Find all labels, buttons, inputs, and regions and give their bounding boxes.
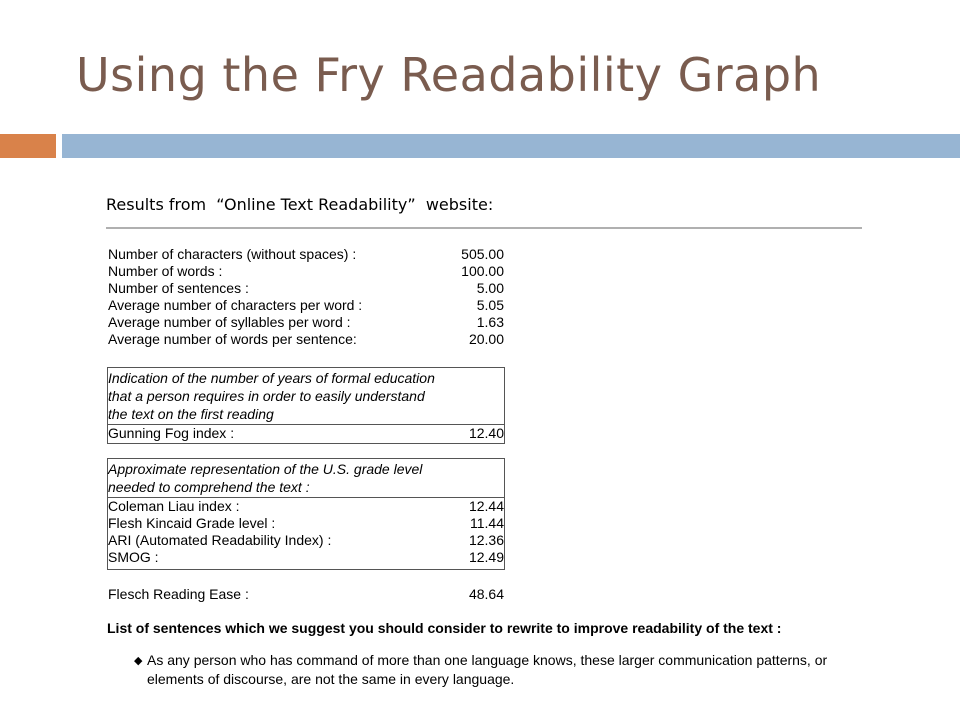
accent-bar-blue	[62, 134, 960, 158]
index-value: 12.49	[468, 549, 504, 565]
stat-value: 505.00	[461, 246, 504, 262]
index-value: 12.44	[468, 498, 504, 514]
index-row-coleman-liau	[108, 498, 504, 515]
results-caption: Results from “Online Text Readability” website:	[106, 195, 494, 214]
stat-value: 1.63	[476, 314, 504, 330]
stat-label: Average number of characters per word :	[108, 297, 363, 313]
education-description-line: the text on the first reading	[108, 406, 274, 422]
index-label: Coleman Liau index :	[108, 498, 240, 514]
stat-row-words	[108, 263, 504, 280]
accent-bar-orange	[0, 134, 56, 158]
suggested-sentence: As any person who has command of more than one language knows, these larger communication patterns, or elements of discourse, are not the same in every language.	[147, 652, 828, 687]
gunning-fog-row	[108, 425, 504, 442]
stat-label: Number of words :	[108, 263, 223, 279]
diamond-bullet-icon: ◆	[134, 655, 143, 667]
gunning-fog-value: 12.40	[468, 425, 504, 441]
grade-description-line: needed to comprehend the text :	[108, 479, 310, 495]
divider-line	[106, 227, 862, 229]
stat-row-chars-per-word	[108, 297, 504, 314]
stat-label: Number of sentences :	[108, 280, 249, 296]
gunning-fog-label: Gunning Fog index :	[108, 425, 235, 441]
stat-row-syllables-per-word	[108, 314, 504, 331]
suggestions-heading: List of sentences which we suggest you should consider to rewrite to improve readability of the text :	[107, 620, 782, 636]
stat-label: Number of characters (without spaces) :	[108, 246, 357, 262]
education-description-line: Indication of the number of years of formal education	[108, 370, 435, 386]
stat-value: 20.00	[468, 331, 504, 347]
index-row-flesh-kincaid	[108, 515, 504, 532]
index-row-smog	[108, 549, 504, 566]
slide-title: Using the Fry Readability Graph	[76, 48, 822, 102]
stat-value: 5.00	[476, 280, 504, 296]
index-value: 12.36	[468, 532, 504, 548]
stat-row-words-per-sentence	[108, 331, 504, 348]
stat-row-characters	[108, 246, 504, 263]
stat-label: Average number of syllables per word :	[108, 314, 351, 330]
stat-row-sentences	[108, 280, 504, 297]
flesch-value: 48.64	[468, 586, 504, 602]
education-description-line: that a person requires in order to easily understand	[108, 388, 425, 404]
flesch-reading-ease-row	[108, 586, 504, 603]
stat-value: 100.00	[461, 263, 504, 279]
index-value: 11.44	[470, 515, 504, 531]
index-label: ARI (Automated Readability Index) :	[108, 532, 332, 548]
index-row-ari	[108, 532, 504, 549]
stat-label: Average number of words per sentence:	[108, 331, 357, 347]
index-label: SMOG :	[108, 549, 159, 565]
stat-value: 5.05	[476, 297, 504, 313]
flesch-label: Flesch Reading Ease :	[108, 586, 249, 602]
index-label: Flesh Kincaid Grade level :	[108, 515, 276, 531]
grade-description-line: Approximate representation of the U.S. grade level	[108, 461, 423, 477]
